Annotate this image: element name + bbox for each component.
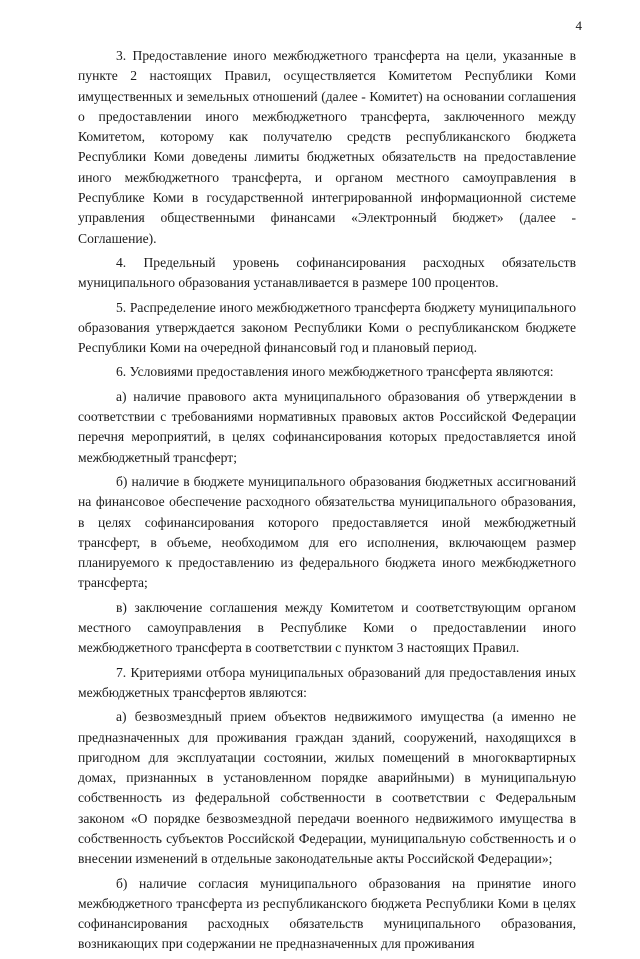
- paragraph-7: 7. Критериями отбора муниципальных образований для предоставления иных межбюджетных трансфертов являются:: [78, 664, 576, 700]
- paragraph-3: 3. Предоставление иного межбюджетного трансферта на цели, указанные в пункте 2 настоящих Правил, осуществляется Комитетом Республики Коми имущественных и земельных отношений (далее - Комитет) на основании соглашения о предоставлении иного межбюджетного трансферта, заключенного между Комитетом, которому как получателю средств республиканского бюджета Республики Коми доведены лимиты бюджетных обязательств на предоставление иного межбюджетного трансферта, и органом местного самоуправления в Республике Коми в государственной интегрированной информационной системе управления общественными финансами «Электронный бюджет» (далее - Соглашение).: [78, 48, 576, 246]
- paragraph-7b: б) наличие согласия муниципального образования на принятие иного межбюджетного трансферта из республиканского бюджета Республики Коми в целях софинансирования расходных обязательств муниципального образования, возникающих при содержании не предназначенных для проживания: [78, 875, 576, 952]
- paragraph-6v: в) заключение соглашения между Комитетом и соответствующим органом местного самоуправления в Республике Коми о предоставлении иного межбюджетного трансферта в соответствии с пунктом 3 настоящих Правил.: [78, 599, 576, 656]
- paragraph-6a: а) наличие правового акта муниципального образования об утверждении в соответствии с требованиями нормативных правовых актов Российской Федерации перечня мероприятий, в целях софинансирования которых предоставляется иной межбюджетный трансферт;: [78, 388, 576, 465]
- document-body: [78, 46, 576, 959]
- paragraph-6: 6. Условиями предоставления иного межбюджетного трансферта являются:: [116, 364, 554, 380]
- paragraph-5: 5. Распределение иного межбюджетного трансферта бюджету муниципального образования утверждается законом Республики Коми о республиканском бюджете Республики Коми на очередной финансовый год и плановый период.: [78, 299, 576, 356]
- paragraph-6b: б) наличие в бюджете муниципального образования бюджетных ассигнований на финансовое обеспечение расходного обязательства муниципального образования, в целях софинансирования которого предоставляется иной межбюджетный трансферт, в объеме, необходимом для его исполнения, включающем размер планируемого к предоставлению из федерального бюджета иного межбюджетного трансферта;: [78, 473, 576, 591]
- paragraph-4: 4. Предельный уровень софинансирования расходных обязательств муниципального образования устанавливается в размере 100 процентов.: [78, 254, 576, 291]
- page-number: 4: [575, 18, 582, 33]
- paragraph-7a: а) безвозмездный прием объектов недвижимого имущества (а именно не предназначенных для проживания граждан зданий, сооружений, находящихся в пригодном для эксплуатации состоянии, жилых помещений в многоквартирных домах, признанных в установленном порядке аварийными) в муниципальную собственность из федеральной собственности в соответствии с Федеральным законом «О порядке безвозмездной передачи военного недвижимого имущества в собственность субъектов Российской Федерации, муниципальную собственность и о внесении изменений в отдельные законодательные акты Российской Федерации»;: [78, 709, 576, 867]
